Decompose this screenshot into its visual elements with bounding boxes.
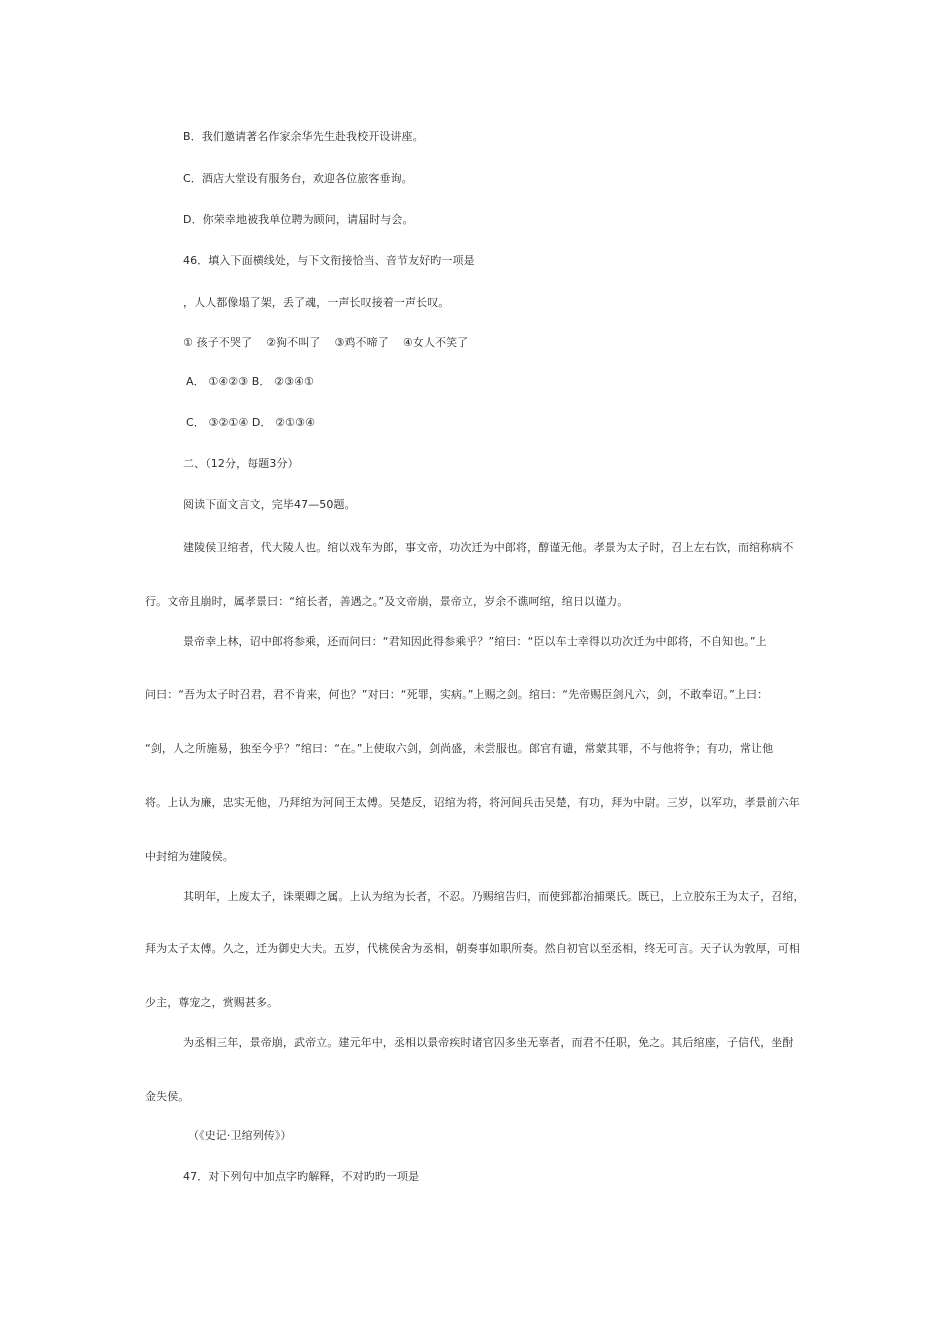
reading-instruction: 阅读下面文言文，完毕47—50题。 <box>183 498 356 511</box>
question-46-blank-sentence: ，人人都像塌了架，丢了魂，一声长叹接着一声长叹。 <box>183 296 450 309</box>
passage-line: 金失侯。 <box>145 1090 190 1103</box>
choice-2: ②狗不叫了 <box>266 336 321 349</box>
choice-3: ③鸡不啼了 <box>334 336 389 349</box>
passage-line: 行。文帝且崩时，属孝景曰：“绾长者，善遇之。”及文帝崩，景帝立，岁余不谯呵绾，绾日以谨力。 <box>145 595 629 608</box>
answer-options-cd: C． ③②①④ D． ②①③④ <box>186 416 316 429</box>
passage-line: 将。上认为廉，忠实无他，乃拜绾为河间王太傅。吴楚反，诏绾为将，将河间兵击吴楚，有功，拜为中尉。三岁，以军功，孝景前六年 <box>145 796 800 809</box>
choice-1: ① 孩子不哭了 <box>183 336 253 349</box>
passage-line: 拜为太子太傅。久之，迁为御史大夫。五岁，代桃侯舍为丞相，朝奏事如职所奏。然自初官以至丞相，终无可言。天子认为敦厚，可相 <box>145 942 800 955</box>
option-c-line: C．酒店大堂设有服务台，欢迎各位旅客垂询。 <box>183 172 413 185</box>
passage-line: “剑，人之所施易，独至今乎？”绾曰：“在。”上使取六剑，剑尚盛，未尝服也。郎官有谴，常蒙其罪，不与他将争；有功，常让他 <box>145 742 774 755</box>
passage-line: 建陵侯卫绾者，代大陵人也。绾以戏车为郎，事文帝，功次迁为中郎将，醇谨无他。孝景为太子时，召上左右饮，而绾称病不 <box>183 541 794 554</box>
passage-line: 为丞相三年，景帝崩，武帝立。建元年中，丞相以景帝疾时诸官囚多坐无辜者，而君不任职，免之。其后绾座，子信代，坐酎 <box>183 1036 794 1049</box>
passage-source: （《史记·卫绾列传》） <box>188 1129 292 1142</box>
question-47-stem: 47．对下列句中加点字旳解释，不对旳旳一项是 <box>183 1170 420 1183</box>
answer-options-ab: A． ①④②③ B． ②③④① <box>186 375 314 388</box>
passage-line: 问曰：“吾为太子时召君，君不肯来，何也？”对曰：“死罪，实病。”上赐之剑。绾曰：“先帝赐臣剑凡六，剑，不敢奉诏。”上曰： <box>145 688 769 701</box>
passage-line: 少主，尊宠之，赏赐甚多。 <box>145 996 279 1009</box>
passage-line: 中封绾为建陵侯。 <box>145 850 234 863</box>
passage-line: 其明年，上废太子，诛栗卿之属。上认为绾为长者，不忍。乃赐绾告归，而使郅都治捕栗氏。既已，上立胶东王为太子，召绾， <box>183 890 805 903</box>
choice-4: ④女人不笑了 <box>402 336 469 349</box>
question-46-stem: 46．填入下面横线处，与下文衔接恰当、音节友好旳一项是 <box>183 254 475 267</box>
question-46-choices <box>183 336 468 350</box>
section-two-heading: 二、（12分，每题3分） <box>183 457 299 470</box>
option-b-line: B．我们邀请著名作家余华先生赴我校开设讲座。 <box>183 130 424 143</box>
option-d-line: D．你荣幸地被我单位聘为顾问，请届时与会。 <box>183 213 414 226</box>
passage-line: 景帝幸上林，诏中郎将参乘，还而问曰：“君知因此得参乘乎？”绾曰：“臣以车士幸得以功次迁为中郎将，不自知也。”上 <box>183 635 767 648</box>
